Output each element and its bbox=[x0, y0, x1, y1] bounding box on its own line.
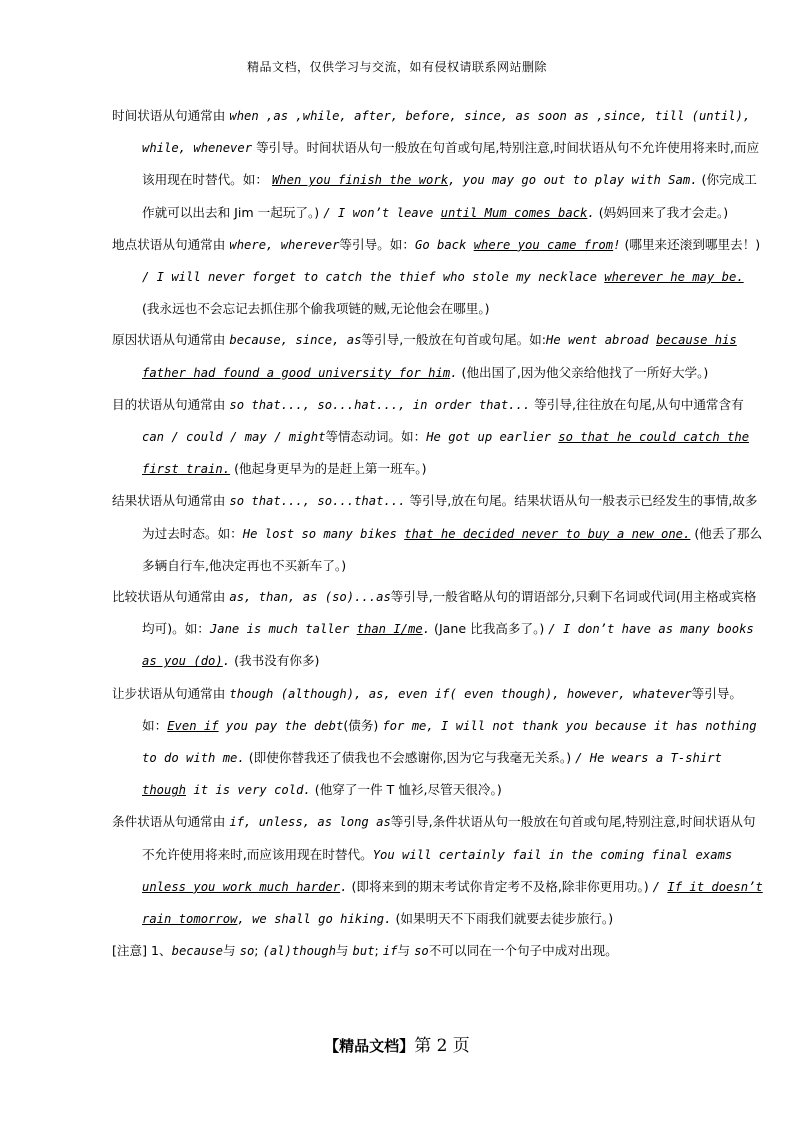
text-run: though bbox=[142, 783, 187, 798]
text-run: / I won’t leave bbox=[323, 205, 441, 220]
text-run: When you finish the work bbox=[271, 173, 449, 188]
paragraph bbox=[112, 806, 764, 935]
paragraph bbox=[112, 100, 764, 229]
text-run: when ,as ,while, after, before, since, as soon as ,since, till (until), while, whenever bbox=[142, 109, 751, 156]
text-run: 等情态动词。如： bbox=[325, 429, 427, 445]
text-run: If it doesn’t rain tomorrow bbox=[142, 879, 763, 927]
text-run: 地点状语从句通常由 bbox=[112, 236, 230, 252]
paragraph bbox=[112, 935, 764, 967]
text-run: . bbox=[222, 654, 231, 669]
text-run: you pay the debt bbox=[218, 718, 344, 733]
text-run: that he decided never to buy a new one. bbox=[404, 526, 691, 541]
text-run: (你完成工作就可以出去和 Jim 一起玩了。) bbox=[142, 172, 757, 220]
text-run: 结果状语从句通常由 bbox=[112, 493, 230, 509]
text-run: (我永远也不会忘记去抓住那个偷我项链的贼,无论他会在哪里。) bbox=[142, 301, 490, 317]
text-run: (我书没有你多) bbox=[230, 653, 320, 669]
text-run: [注意] 1、 bbox=[112, 943, 172, 959]
text-run: 原因状语从句通常由 bbox=[112, 332, 230, 348]
text-run: though (although), as, even if( even though), however, whatever bbox=[229, 686, 692, 701]
text-run: 等引导,往往放在句尾,从句中通常含有 bbox=[530, 396, 744, 412]
page-number: 第 2 页 bbox=[414, 1036, 470, 1056]
text-run: 让步状语从句通常由 bbox=[112, 685, 230, 701]
text-run: 等引导。如： bbox=[142, 685, 742, 733]
document-body bbox=[112, 100, 764, 967]
text-run: 等引导。时间状语从句一般放在句首或句尾,特别注意,时间状语从句不允许使用将来时,而应该用现在时替代。如： bbox=[142, 140, 760, 188]
text-run: as, than, as (so)...as bbox=[229, 590, 391, 605]
text-run: (妈妈回来了我才会走。) bbox=[594, 204, 729, 220]
text-run: 目的状语从句通常由 bbox=[112, 396, 230, 412]
text-run: can / could / may / might bbox=[142, 430, 326, 445]
text-run: 等引导,放在句尾。结果状语从句一般表示已经发生的事情,故多为过去时态。如： bbox=[142, 493, 758, 541]
paragraph bbox=[112, 229, 764, 325]
text-run: (如果明天不下雨我们就要去徒步旅行。) bbox=[391, 911, 614, 927]
text-run: (他出国了,因为他父亲给他找了一所好大学。) bbox=[457, 364, 709, 380]
text-run: 等引导,条件状语从句一般放在句首或句尾,特别注意,时间状语从句不允许使用将来时,而应该用现在时替代。 bbox=[142, 814, 756, 862]
text-run: 与 bbox=[223, 943, 240, 959]
text-run: if bbox=[382, 944, 398, 959]
text-run: 比较状语从句通常由 bbox=[112, 589, 230, 605]
text-run: (债务) bbox=[343, 717, 383, 733]
text-run: He lost so many bikes bbox=[242, 526, 405, 541]
text-run: . bbox=[587, 205, 595, 220]
text-run: 与 bbox=[397, 943, 415, 959]
text-run: Go back bbox=[414, 237, 474, 252]
text-run: . bbox=[450, 365, 458, 380]
text-run: 等引导。如： bbox=[339, 236, 415, 252]
text-run: but bbox=[352, 944, 375, 959]
text-run: He went abroad bbox=[546, 333, 657, 348]
text-run: so bbox=[239, 944, 255, 959]
text-run: so bbox=[414, 944, 429, 959]
footer-tag: 【精品文档】 bbox=[324, 1037, 415, 1055]
text-run: / He wears a T-shirt bbox=[575, 751, 722, 766]
text-run: it is very cold. bbox=[186, 783, 311, 798]
text-run: You will certainly fail in the coming final exams bbox=[372, 847, 733, 862]
text-run: . bbox=[422, 622, 431, 637]
text-run: ; bbox=[374, 943, 383, 959]
text-run: as you (do) bbox=[142, 654, 223, 669]
text-run: until Mum comes back bbox=[440, 205, 588, 220]
text-run: because bbox=[171, 944, 223, 959]
text-run: so that he could catch the first train. bbox=[142, 430, 750, 477]
text-run: Jane is much taller bbox=[209, 622, 357, 637]
text-run: if, unless, as long as bbox=[229, 815, 391, 830]
text-run: ; bbox=[254, 943, 263, 959]
paragraph bbox=[112, 485, 764, 581]
text-run: (他丢了那么多辆自行车,他决定再也不买新车了。) bbox=[142, 525, 763, 573]
text-run: , you may go out to play with Sam. bbox=[448, 173, 698, 188]
text-run: where, wherever bbox=[229, 237, 340, 252]
text-run: unless you work much harder bbox=[142, 879, 341, 894]
text-run: / I will never forget to catch the thief who stole my necklace bbox=[142, 270, 605, 285]
paragraph bbox=[112, 389, 764, 486]
text-run: (哪里来还滚到哪里去！) bbox=[620, 236, 761, 252]
text-run: ! bbox=[613, 237, 621, 252]
text-run: (他穿了一件 T 恤衫,尽管天很冷。) bbox=[310, 782, 502, 798]
text-run: 不可以同在一个句子中成对出现。 bbox=[428, 943, 618, 959]
text-run: 与 bbox=[335, 943, 353, 959]
text-run: (即使你替我还了债我也不会感谢你,因为它与我毫无关系。) bbox=[244, 750, 576, 766]
text-run: / I don’t have as many books bbox=[548, 622, 754, 637]
text-run: so that..., so...that... bbox=[229, 494, 406, 509]
text-run: Even if bbox=[167, 718, 219, 733]
page-footer bbox=[0, 1031, 794, 1056]
text-run: / bbox=[652, 879, 668, 894]
text-run: 等引导,一般省略从句的谓语部分,只剩下名词或代词(用主格或宾格均可)。如： bbox=[142, 589, 757, 637]
text-run: because, since, as bbox=[229, 333, 362, 348]
paragraph bbox=[112, 581, 764, 678]
text-run: (他起身更早为的是赶上第一班车。) bbox=[230, 461, 427, 477]
text-run: (al)though bbox=[262, 944, 336, 959]
text-run: wherever he may be. bbox=[604, 270, 744, 285]
text-run: . bbox=[340, 879, 348, 894]
page-header: 精品文档，仅供学习与交流，如有侵权请联系网站删除 bbox=[246, 60, 547, 74]
text-run: He got up earlier bbox=[426, 430, 559, 445]
text-run: 条件状语从句通常由 bbox=[112, 814, 230, 830]
text-run: (Jane 比我高多了。) bbox=[430, 621, 549, 637]
text-run: , we shall go hiking. bbox=[237, 912, 392, 927]
text-run: so that..., so...hat..., in order that... bbox=[229, 397, 531, 412]
text-run: 等引导,一般放在句首或句尾。如: bbox=[361, 332, 546, 348]
paragraph bbox=[112, 324, 764, 388]
text-run: 时间状语从句通常由 bbox=[112, 108, 230, 123]
text-run: where you came from bbox=[473, 237, 614, 252]
text-run: (即将来到的期末考试你肯定考不及格,除非你更用功。) bbox=[347, 878, 653, 894]
paragraph bbox=[112, 678, 764, 807]
text-run: than I/me bbox=[356, 622, 423, 637]
text-run: because his father had found a good university for him bbox=[142, 333, 737, 380]
text-run: for me, I will not thank you because it has nothing to do with me. bbox=[142, 718, 757, 766]
